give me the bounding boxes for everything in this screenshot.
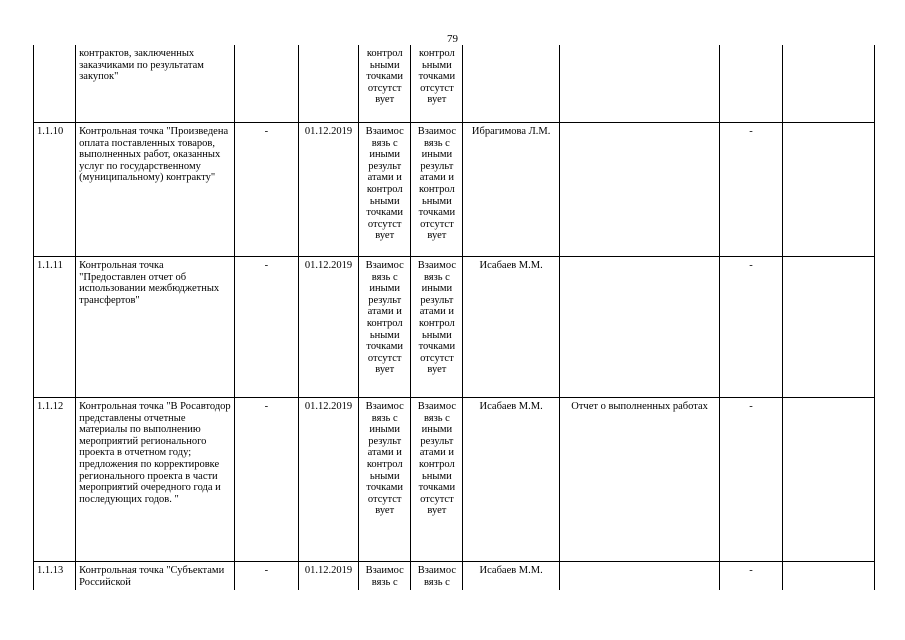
relation-cell-1: Взаимос вязь с иными результ атами и контрол ьными точками отсутст вует	[359, 123, 411, 257]
row-number-cell	[34, 45, 76, 123]
row-number-cell: 1.1.11	[34, 257, 76, 398]
extra-cell	[782, 562, 874, 591]
page-number: 79	[447, 33, 458, 45]
due-date-cell	[298, 45, 358, 123]
row-number-cell: 1.1.13	[34, 562, 76, 591]
control-point-name-cell: Контрольная точка "Предоставлен отчет об использовании межбюджетных трансфертов"	[76, 257, 235, 398]
due-date-cell: 01.12.2019	[298, 562, 358, 591]
relation-cell-2: Взаимос вязь с	[411, 562, 463, 591]
control-point-name-cell: Контрольная точка "В Росавтодор представлены отчетные материалы по выполнению мероприятий регионального проекта в отчетном году; предложения по корректировке регионального проекта в части мероприятий очередного года и последующих годов. "	[76, 398, 235, 562]
document-cell	[559, 123, 720, 257]
control-points-table	[33, 45, 875, 590]
prev-result-cell	[234, 45, 298, 123]
document-cell	[559, 562, 720, 591]
control-point-name-cell: Контрольная точка "Произведена оплата поставленных товаров, выполненных работ, оказанных услуг по государственному (муниципальному) контракту"	[76, 123, 235, 257]
extra-cell	[782, 398, 874, 562]
row-number-cell: 1.1.10	[34, 123, 76, 257]
relation-cell-1: Взаимос вязь с иными результ атами и контрол ьными точками отсутст вует	[359, 257, 411, 398]
due-date-cell: 01.12.2019	[298, 398, 358, 562]
document-cell	[559, 257, 720, 398]
control-level-cell: -	[720, 562, 782, 591]
control-point-name-cell: Контрольная точка "Субъектами Российской	[76, 562, 235, 591]
control-point-name-cell: контрактов, заключенных заказчиками по результатам закупок"	[76, 45, 235, 123]
table-row	[34, 123, 875, 257]
responsible-cell: Ибрагимова Л.М.	[463, 123, 559, 257]
control-level-cell: -	[720, 398, 782, 562]
relation-cell-1: Взаимос вязь с иными результ атами и контрол ьными точками отсутст вует	[359, 398, 411, 562]
control-level-cell: -	[720, 257, 782, 398]
prev-result-cell: -	[234, 398, 298, 562]
prev-result-cell: -	[234, 562, 298, 591]
due-date-cell: 01.12.2019	[298, 257, 358, 398]
prev-result-cell: -	[234, 257, 298, 398]
relation-cell-1: контрол ьными точками отсутст вует	[359, 45, 411, 123]
table-row	[34, 257, 875, 398]
responsible-cell: Исабаев М.М.	[463, 562, 559, 591]
relation-cell-2: контрол ьными точками отсутст вует	[411, 45, 463, 123]
document-cell	[559, 45, 720, 123]
relation-cell-2: Взаимос вязь с иными результ атами и контрол ьными точками отсутст вует	[411, 257, 463, 398]
row-number-cell: 1.1.12	[34, 398, 76, 562]
relation-cell-2: Взаимос вязь с иными результ атами и контрол ьными точками отсутст вует	[411, 123, 463, 257]
due-date-cell: 01.12.2019	[298, 123, 358, 257]
responsible-cell	[463, 45, 559, 123]
control-level-cell: -	[720, 123, 782, 257]
table-row	[34, 45, 875, 123]
relation-cell-1: Взаимос вязь с	[359, 562, 411, 591]
extra-cell	[782, 123, 874, 257]
relation-cell-2: Взаимос вязь с иными результ атами и контрол ьными точками отсутст вует	[411, 398, 463, 562]
extra-cell	[782, 45, 874, 123]
extra-cell	[782, 257, 874, 398]
table-row	[34, 562, 875, 591]
document-cell: Отчет о выполненных работах	[559, 398, 720, 562]
table-row	[34, 398, 875, 562]
responsible-cell: Исабаев М.М.	[463, 398, 559, 562]
control-level-cell	[720, 45, 782, 123]
responsible-cell: Исабаев М.М.	[463, 257, 559, 398]
prev-result-cell: -	[234, 123, 298, 257]
